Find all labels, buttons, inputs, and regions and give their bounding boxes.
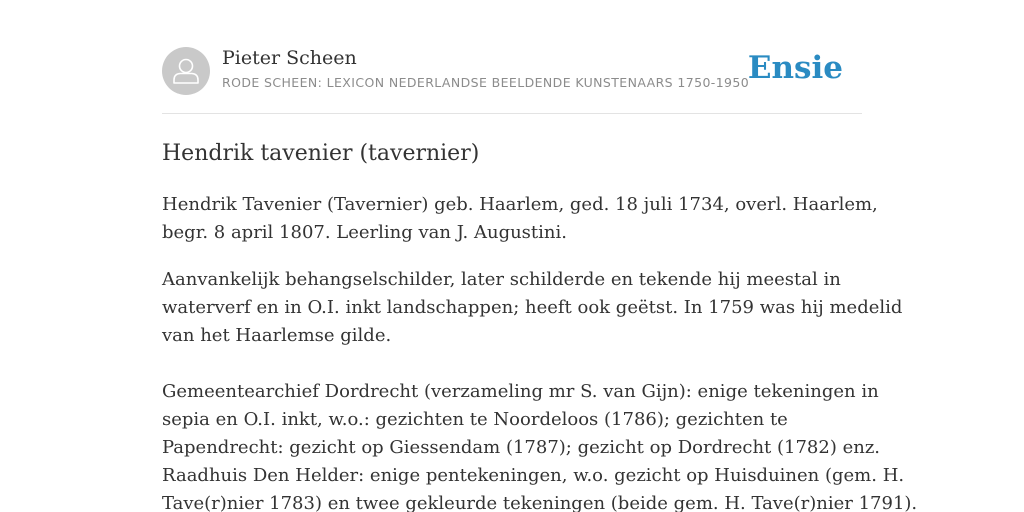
- paragraph-line: Raadhuis Den Helder: enige pentekeningen, w.o. gezicht op Huisduinen (gem. H.: [162, 465, 905, 486]
- ensie-logo[interactable]: Ensie: [747, 50, 843, 86]
- entry-content: [162, 46, 918, 512]
- paragraph-line: Aanvankelijk behangselschilder, later schilderde en tekende hij meestal in: [162, 269, 841, 290]
- paragraph-line: van het Haarlemse gilde.: [162, 325, 392, 346]
- paragraph-line: Papendrecht: gezicht op Giessendam (1787); gezicht op Dordrecht (1782) enz.: [162, 437, 881, 458]
- article-paragraph: [162, 378, 918, 512]
- paragraph-line: waterverf en in O.I. inkt landschappen; heeft ook geëtst. In 1759 was hij medelid: [162, 297, 903, 318]
- paragraph-line: begr. 8 april 1807. Leerling van J. Augustini.: [162, 222, 567, 243]
- source-title[interactable]: RODE SCHEEN: LEXICON NEDERLANDSE BEELDENDE KUNSTENAARS 1750-1950: [222, 75, 750, 90]
- author-avatar[interactable]: [162, 47, 210, 95]
- paragraph-line: Tave(r)nier 1783) en twee gekleurde tekeningen (beide gem. H. Tave(r)nier 1791).: [162, 493, 918, 512]
- paragraph-line: Hendrik Tavenier (Tavernier) geb. Haarlem, ged. 18 juli 1734, overl. Haarlem,: [162, 194, 878, 215]
- user-icon: [162, 47, 210, 95]
- article-paragraph: [162, 191, 878, 247]
- article-title: Hendrik tavenier (tavernier): [162, 141, 480, 166]
- paragraph-line: Gemeentearchief Dordrecht (verzameling mr S. van Gijn): enige tekeningen in: [162, 381, 879, 402]
- paragraph-line: sepia en O.I. inkt, w.o.: gezichten te Noordeloos (1786); gezichten te: [162, 409, 788, 430]
- article-paragraph: [162, 266, 903, 350]
- entry-header: [162, 46, 862, 114]
- author-name[interactable]: Pieter Scheen: [222, 47, 357, 69]
